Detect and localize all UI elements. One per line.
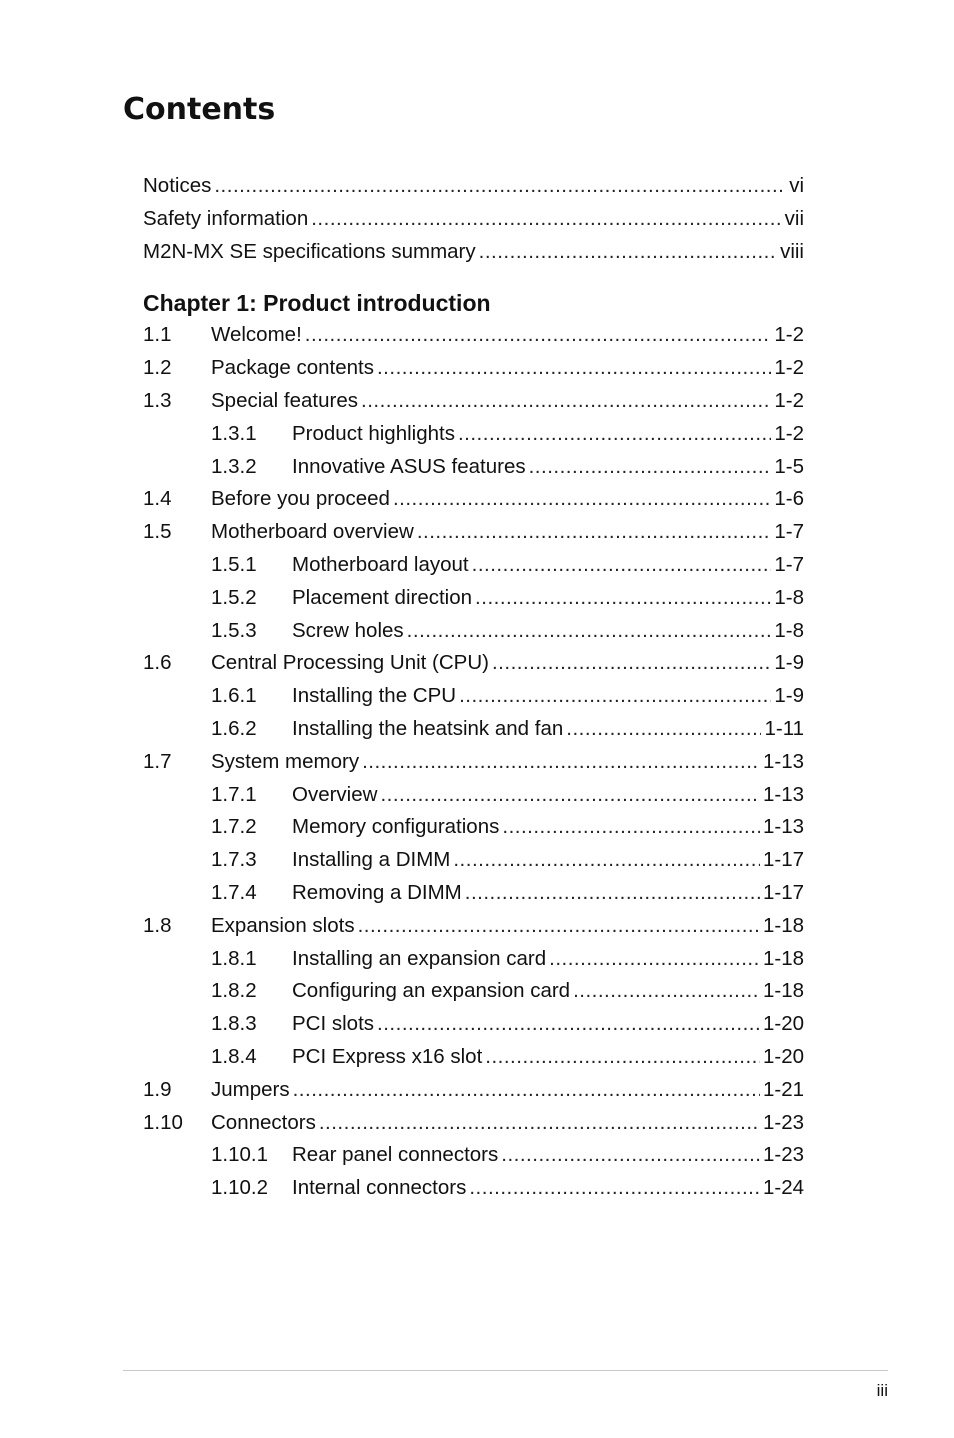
- toc-entry-number: 1.5.3: [211, 618, 257, 642]
- dot-leader: [319, 1107, 760, 1140]
- toc-entry-page: 1-7: [774, 520, 804, 544]
- toc-entry-label: Welcome!: [211, 323, 302, 347]
- dot-leader: [393, 483, 771, 516]
- toc-entry-page: 1-18: [762, 946, 804, 970]
- toc-entry-label: Screw holes: [292, 618, 404, 642]
- toc-entry-number: 1.5.2: [211, 585, 257, 609]
- toc-entry-page: 1-18: [762, 979, 804, 1003]
- toc-entry-label: Rear panel connectors: [292, 1143, 499, 1167]
- toc-entry-page: 1-18: [762, 913, 804, 937]
- toc-entry-label: Before you proceed: [211, 487, 390, 511]
- toc-entry-label: Connectors: [211, 1110, 316, 1134]
- toc-entry-label: Motherboard overview: [211, 520, 414, 544]
- toc-entry-number: 1.10.1: [211, 1143, 268, 1167]
- toc-entry-page: 1-6: [774, 487, 804, 511]
- toc-entry-subsection[interactable]: [143, 779, 804, 812]
- toc-entry-specifications-summary[interactable]: [143, 236, 804, 269]
- toc-entry-number: 1.5.1: [211, 552, 257, 576]
- toc-entry-subsection[interactable]: [143, 680, 804, 713]
- toc-entry-page: 1-8: [774, 618, 804, 642]
- toc-entry-label: Internal connectors: [292, 1176, 467, 1200]
- toc-entry-section[interactable]: [143, 746, 804, 779]
- toc-entry-page: 1-8: [774, 585, 804, 609]
- toc-entry-section[interactable]: [143, 319, 804, 352]
- toc-entry-label: Installing the CPU: [292, 684, 457, 708]
- toc-entry-section[interactable]: [143, 1107, 804, 1140]
- toc-entry-subsection[interactable]: [143, 451, 804, 484]
- footer-divider: [123, 1370, 888, 1371]
- dot-leader: [501, 1139, 760, 1172]
- toc-entry-number: 1.9: [143, 1077, 172, 1101]
- toc-entry-page: 1-23: [762, 1110, 804, 1134]
- toc-entry-label: Overview: [292, 782, 378, 806]
- dot-leader: [362, 746, 760, 779]
- toc-entry-section[interactable]: [143, 352, 804, 385]
- toc-entry-label: Installing an expansion card: [292, 946, 547, 970]
- toc-entry-section[interactable]: [143, 385, 804, 418]
- toc-entry-number: 1.5: [143, 520, 172, 544]
- footer-page-number: iii: [876, 1381, 888, 1400]
- toc-entry-number: 1.8.1: [211, 946, 257, 970]
- toc-entry-section[interactable]: [143, 516, 804, 549]
- toc-entry-label: System memory: [211, 749, 360, 773]
- toc-entry-number: 1.10: [143, 1110, 183, 1134]
- dot-leader: [453, 844, 760, 877]
- toc-entry-label: PCI slots: [292, 1012, 375, 1036]
- toc-entry-label: Innovative ASUS features: [292, 454, 526, 478]
- toc-entry-subsection[interactable]: [143, 1008, 804, 1041]
- dot-leader: [293, 1074, 760, 1107]
- chapter-heading[interactable]: Chapter 1: Product introduction: [143, 290, 491, 317]
- toc-entry-number: 1.10.2: [211, 1176, 268, 1200]
- toc-entry-label: Product highlights: [292, 421, 455, 445]
- toc-entry-section[interactable]: [143, 910, 804, 943]
- toc-entry-page: 1-21: [762, 1077, 804, 1101]
- toc-entry-number: 1.7.3: [211, 848, 257, 872]
- toc-entry-number: 1.4: [143, 487, 172, 511]
- toc-entry-page: 1-2: [774, 356, 804, 380]
- toc-entry-number: 1.8.4: [211, 1044, 257, 1068]
- dot-leader: [377, 1008, 760, 1041]
- toc-entry-number: 1.3.2: [211, 454, 257, 478]
- toc-entry-subsection[interactable]: [143, 549, 804, 582]
- toc-entry-label: Safety information: [143, 206, 309, 230]
- dot-leader: [573, 975, 760, 1008]
- toc-entry-page: 1-9: [774, 651, 804, 675]
- toc-entry-label: Installing the heatsink and fan: [292, 716, 564, 740]
- dot-leader: [549, 943, 760, 976]
- toc-entry-number: 1.1: [143, 323, 172, 347]
- toc-entry-notices[interactable]: [143, 170, 804, 203]
- toc-entry-section[interactable]: [143, 1074, 804, 1107]
- dot-leader: [305, 319, 772, 352]
- toc-entry-number: 1.3.1: [211, 421, 257, 445]
- dot-leader: [485, 1041, 760, 1074]
- toc-entry-label: PCI Express x16 slot: [292, 1044, 483, 1068]
- toc-entry-label: Motherboard layout: [292, 552, 469, 576]
- toc-entry-subsection[interactable]: [143, 975, 804, 1008]
- toc-entry-page: 1-7: [774, 552, 804, 576]
- dot-leader: [475, 582, 771, 615]
- toc-entry-page: vii: [784, 206, 804, 230]
- toc-entry-page: 1-20: [762, 1012, 804, 1036]
- toc-entry-page: 1-17: [762, 848, 804, 872]
- toc-entry-section[interactable]: [143, 647, 804, 680]
- dot-leader: [479, 236, 777, 269]
- toc-entry-page: 1-13: [762, 815, 804, 839]
- toc-entry-label: Jumpers: [211, 1077, 290, 1101]
- toc-entry-label: Configuring an expansion card: [292, 979, 571, 1003]
- toc-entry-label: Placement direction: [292, 585, 473, 609]
- toc-entry-page: 1-24: [762, 1176, 804, 1200]
- toc-entry-label: Notices: [143, 174, 212, 197]
- toc-entry-subsection[interactable]: [143, 877, 804, 910]
- toc-entry-subsection[interactable]: [143, 943, 804, 976]
- toc-entry-page: 1-13: [762, 749, 804, 773]
- toc-entry-page: 1-13: [762, 782, 804, 806]
- toc-entry-subsection[interactable]: [143, 713, 804, 746]
- table-of-contents: [143, 170, 804, 1205]
- dot-leader: [566, 713, 761, 746]
- toc-entry-page: 1-2: [774, 323, 804, 347]
- toc-entry-subsection[interactable]: [143, 1041, 804, 1074]
- dot-leader: [380, 779, 760, 812]
- toc-entry-number: 1.8.2: [211, 979, 257, 1003]
- toc-entry-subsection[interactable]: [143, 582, 804, 615]
- toc-entry-number: 1.2: [143, 356, 172, 380]
- dot-leader: [529, 451, 772, 484]
- page-title: Contents: [123, 92, 276, 127]
- toc-entry-label: M2N-MX SE specifications summary: [143, 239, 476, 263]
- toc-entry-number: 1.7.2: [211, 815, 257, 839]
- dot-leader: [465, 877, 760, 910]
- toc-entry-page: viii: [780, 239, 804, 263]
- dot-leader: [417, 516, 772, 549]
- toc-entry-subsection[interactable]: [143, 418, 804, 451]
- toc-entry-label: Expansion slots: [211, 913, 355, 937]
- toc-entry-safety-information[interactable]: [143, 203, 804, 236]
- toc-entry-page: 1-11: [764, 716, 804, 740]
- dot-leader: [214, 170, 786, 203]
- dot-leader: [469, 1172, 760, 1205]
- toc-entry-subsection[interactable]: [143, 615, 804, 648]
- toc-entry-page: 1-2: [774, 388, 804, 412]
- dot-leader: [358, 910, 760, 943]
- toc-entry-page: 1-17: [762, 880, 804, 904]
- toc-entry-label: Special features: [211, 388, 359, 412]
- toc-entry-number: 1.8: [143, 913, 172, 937]
- toc-entry-subsection[interactable]: [143, 1172, 804, 1205]
- toc-entry-label: Memory configurations: [292, 815, 500, 839]
- dot-leader: [458, 418, 771, 451]
- toc-entry-page: 1-2: [774, 421, 804, 445]
- toc-entry-page: 1-20: [762, 1044, 804, 1068]
- toc-entry-number: 1.3: [143, 388, 172, 412]
- toc-entry-label: Installing a DIMM: [292, 848, 451, 872]
- toc-entry-number: 1.6.2: [211, 716, 257, 740]
- toc-entry-subsection[interactable]: [143, 1139, 804, 1172]
- toc-entry-label: Removing a DIMM: [292, 880, 462, 904]
- dot-leader: [502, 811, 760, 844]
- dot-leader: [311, 203, 781, 236]
- dot-leader: [472, 549, 772, 582]
- dot-leader: [459, 680, 771, 713]
- toc-entry-number: 1.7: [143, 749, 172, 773]
- toc-entry-number: 1.7.4: [211, 880, 257, 904]
- toc-entry-page: vi: [789, 174, 804, 197]
- toc-entry-number: 1.6.1: [211, 684, 257, 708]
- toc-entry-label: Package contents: [211, 356, 374, 380]
- dot-leader: [492, 647, 771, 680]
- toc-entry-label: Central Processing Unit (CPU): [211, 651, 489, 675]
- toc-entry-page: 1-5: [774, 454, 804, 478]
- toc-entry-subsection[interactable]: [143, 844, 804, 877]
- toc-entry-page: 1-23: [762, 1143, 804, 1167]
- toc-entry-number: 1.6: [143, 651, 172, 675]
- toc-entry-section[interactable]: [143, 483, 804, 516]
- toc-entry-page: 1-9: [774, 684, 804, 708]
- dot-leader: [407, 615, 772, 648]
- dot-leader: [361, 385, 771, 418]
- toc-entry-number: 1.8.3: [211, 1012, 257, 1036]
- toc-entry-subsection[interactable]: [143, 811, 804, 844]
- toc-entry-number: 1.7.1: [211, 782, 257, 806]
- dot-leader: [377, 352, 771, 385]
